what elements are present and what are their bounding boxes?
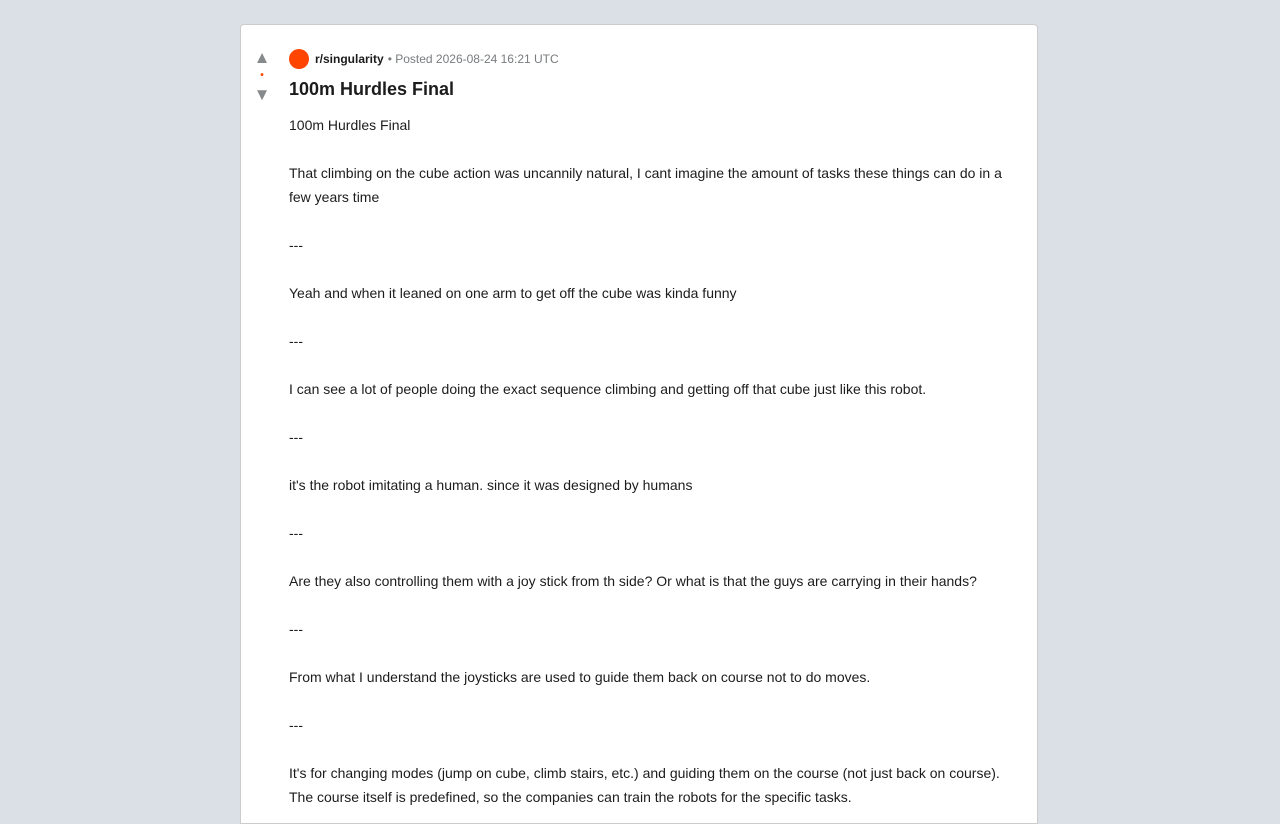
post-meta (289, 49, 1009, 69)
subreddit-link[interactable]: r/singularity (315, 52, 384, 66)
upvote-icon[interactable]: ▲ (253, 48, 271, 67)
body-paragraph: From what I understand the joysticks are used to guide them back on course not to do moves. (289, 669, 871, 685)
body-paragraph: Yeah and when it leaned on one arm to get off the cube was kinda funny (289, 285, 737, 301)
body-paragraph: 100m Hurdles Final (289, 117, 411, 133)
body-paragraph: it's the robot imitating a human. since it was designed by humans (289, 477, 693, 493)
post-card (240, 24, 1038, 824)
separator: --- (289, 237, 303, 253)
separator: --- (289, 333, 303, 349)
vote-column (251, 49, 273, 103)
vote-score: • (260, 70, 264, 81)
post-title[interactable]: 100m Hurdles Final (289, 79, 455, 99)
separator: --- (289, 621, 303, 637)
separator: --- (289, 429, 303, 445)
post-content (289, 49, 1009, 824)
post-body (289, 113, 1009, 809)
post-timestamp: • Posted 2026-08-24 16:21 UTC (387, 52, 559, 66)
body-paragraph: It's for changing modes (jump on cube, climb stairs, etc.) and guiding them on the course (not just back on course). The course itself is predefined, so the companies can train the robots for the specific tasks. (289, 765, 1000, 805)
body-paragraph: I can see a lot of people doing the exact sequence climbing and getting off that cube just like this robot. (289, 381, 927, 397)
body-paragraph: That climbing on the cube action was uncannily natural, I cant imagine the amount of tasks these things can do in a few years time (289, 165, 1002, 205)
separator: --- (289, 525, 303, 541)
downvote-icon[interactable]: ▼ (253, 85, 271, 104)
subreddit-icon[interactable] (289, 49, 309, 69)
body-paragraph: Are they also controlling them with a joy stick from th side? Or what is that the guys are carrying in their hands? (289, 573, 977, 589)
separator: --- (289, 717, 303, 733)
